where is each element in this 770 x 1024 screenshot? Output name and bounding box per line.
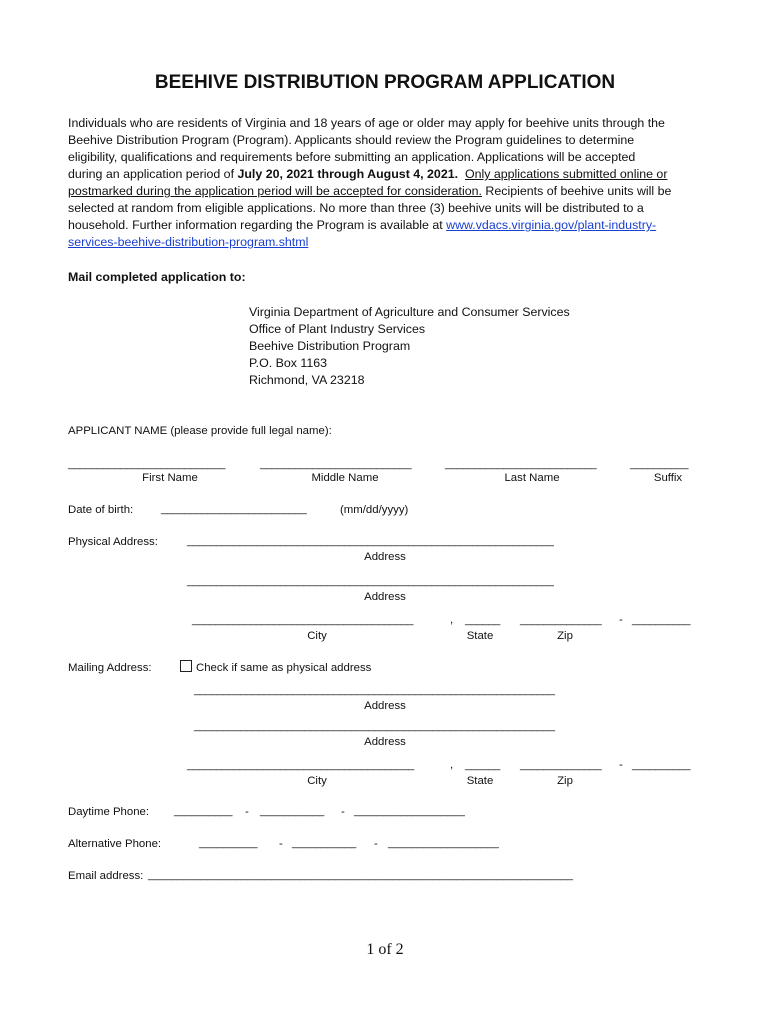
comma-separator: , bbox=[450, 759, 454, 771]
state-caption: State bbox=[466, 630, 494, 642]
daytime-phone-area-field[interactable]: __________ bbox=[174, 805, 233, 817]
intro-line: selected at random from eligible applications. No more than three (3) beehive units will be distributed to a bbox=[68, 201, 644, 215]
dash-separator: - bbox=[341, 806, 345, 818]
daytime-phone-line-field[interactable]: ___________________ bbox=[354, 805, 465, 817]
program-link[interactable]: services-beehive-distribution-program.shtml bbox=[68, 235, 309, 249]
mailing-state-field[interactable]: ______ bbox=[465, 759, 500, 771]
intro-line: eligibility, qualifications and requirements before submitting an application. Applications will be accepted bbox=[68, 150, 636, 164]
intro-line bbox=[68, 217, 708, 234]
physical-address-label: Physical Address: bbox=[68, 536, 158, 548]
same-as-physical-checkbox[interactable] bbox=[180, 660, 192, 672]
address-caption: Address bbox=[364, 736, 406, 748]
city-caption: City bbox=[307, 775, 327, 787]
program-link[interactable]: www.vdacs.virginia.gov/plant-industry- bbox=[446, 218, 657, 232]
intro-text: Recipients of beehive units will be bbox=[481, 184, 672, 198]
intro-paragraph bbox=[68, 115, 708, 251]
dash-separator: - bbox=[619, 759, 623, 771]
address-caption: Address bbox=[364, 551, 406, 563]
zip-caption: Zip bbox=[557, 630, 573, 642]
address-caption: Address bbox=[364, 700, 406, 712]
mailing-address-label: Mailing Address: bbox=[68, 662, 152, 674]
applicant-name-label: APPLICANT NAME (please provide full legal name): bbox=[68, 425, 332, 437]
email-field[interactable]: _________________________________________________________________________ bbox=[148, 869, 573, 881]
mail-heading: Mail completed application to: bbox=[68, 270, 246, 284]
intro-line bbox=[68, 234, 708, 251]
intro-text: during an application period of bbox=[68, 167, 238, 181]
first-name-caption: First Name bbox=[142, 472, 198, 484]
physical-city-field[interactable]: ______________________________________ bbox=[192, 614, 414, 626]
daytime-phone-prefix-field[interactable]: ___________ bbox=[260, 805, 324, 817]
daytime-phone-label: Daytime Phone: bbox=[68, 806, 150, 818]
physical-zip-ext-field[interactable]: __________ bbox=[632, 614, 691, 626]
middle-name-caption: Middle Name bbox=[311, 472, 379, 484]
intro-line: Beehive Distribution Program (Program). Applicants should review the Program guidelines to determine bbox=[68, 133, 635, 147]
dash-separator: - bbox=[279, 838, 283, 850]
physical-zip-field[interactable]: ______________ bbox=[520, 614, 602, 626]
state-caption: State bbox=[466, 775, 494, 787]
mailing-address-line2-field[interactable]: ______________________________________________________________ bbox=[194, 720, 555, 732]
intro-line bbox=[68, 166, 708, 183]
dob-label: Date of birth: bbox=[68, 504, 134, 516]
middle-name-field[interactable]: __________________________ bbox=[260, 458, 412, 470]
dob-field[interactable]: _________________________ bbox=[161, 503, 307, 515]
first-name-field[interactable]: ___________________________ bbox=[68, 458, 226, 470]
comma-separator: , bbox=[450, 614, 454, 626]
physical-address-line1-field[interactable]: _______________________________________________________________ bbox=[187, 535, 554, 547]
last-name-caption: Last Name bbox=[504, 472, 560, 484]
intro-line bbox=[68, 183, 708, 200]
physical-state-field[interactable]: ______ bbox=[465, 614, 500, 626]
intro-line: Individuals who are residents of Virginia and 18 years of age or older may apply for beehive units through the bbox=[68, 116, 665, 130]
mailing-address-block bbox=[249, 304, 570, 389]
address-line: P.O. Box 1163 bbox=[249, 356, 328, 370]
mailing-zip-ext-field[interactable]: __________ bbox=[632, 759, 691, 771]
address-line: Beehive Distribution Program bbox=[249, 339, 411, 353]
dash-separator: - bbox=[619, 614, 623, 626]
application-period: July 20, 2021 through August 4, 2021. bbox=[237, 167, 459, 181]
alternative-phone-prefix-field[interactable]: ___________ bbox=[292, 837, 356, 849]
same-as-physical-label: Check if same as physical address bbox=[196, 662, 372, 674]
last-name-field[interactable]: __________________________ bbox=[445, 458, 597, 470]
submission-notice: postmarked during the application period will be accepted for consideration. bbox=[68, 184, 482, 198]
mailing-city-field[interactable]: _______________________________________ bbox=[187, 759, 414, 771]
alternative-phone-area-field[interactable]: __________ bbox=[199, 837, 258, 849]
intro-text: household. Further information regarding the Program is available at bbox=[68, 218, 447, 232]
address-caption: Address bbox=[364, 591, 406, 603]
address-line: Richmond, VA 23218 bbox=[249, 373, 365, 387]
email-label: Email address: bbox=[68, 870, 144, 882]
alternative-phone-line-field[interactable]: ___________________ bbox=[388, 837, 499, 849]
page-number: 1 of 2 bbox=[366, 941, 404, 958]
alternative-phone-label: Alternative Phone: bbox=[68, 838, 162, 850]
zip-caption: Zip bbox=[557, 775, 573, 787]
address-line: Virginia Department of Agriculture and Consumer Services bbox=[249, 305, 570, 319]
dash-separator: - bbox=[245, 806, 249, 818]
physical-address-line2-field[interactable]: _______________________________________________________________ bbox=[187, 575, 554, 587]
suffix-caption: Suffix bbox=[653, 472, 683, 484]
address-line: Office of Plant Industry Services bbox=[249, 322, 426, 336]
mailing-zip-field[interactable]: ______________ bbox=[520, 759, 602, 771]
dob-format: (mm/dd/yyyy) bbox=[340, 504, 409, 516]
mailing-address-line1-field[interactable]: ______________________________________________________________ bbox=[194, 684, 555, 696]
submission-notice: Only applications submitted online or bbox=[464, 167, 668, 181]
page-title: BEEHIVE DISTRIBUTION PROGRAM APPLICATION bbox=[154, 72, 616, 93]
city-caption: City bbox=[307, 630, 327, 642]
dash-separator: - bbox=[374, 838, 378, 850]
suffix-field[interactable]: __________ bbox=[630, 458, 689, 470]
